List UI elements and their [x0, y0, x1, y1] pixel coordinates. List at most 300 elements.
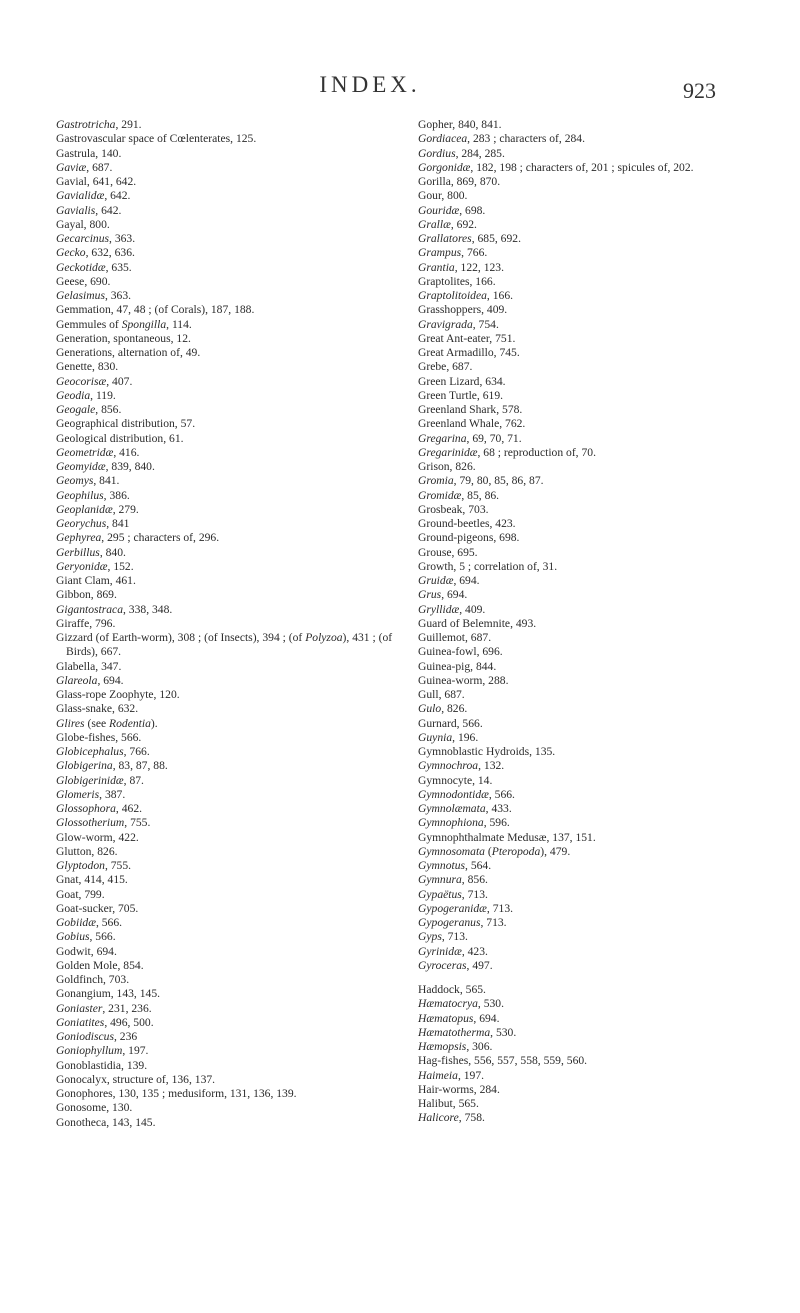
index-term-italic: Goniodiscus	[56, 1030, 114, 1043]
index-term-italic: Gorgonidæ	[418, 160, 471, 174]
index-text: , 363.	[109, 232, 136, 245]
index-term-italic: Geoplanidæ	[56, 502, 113, 516]
index-entry	[56, 1030, 396, 1044]
index-entry	[56, 1016, 396, 1030]
index-entry	[418, 460, 778, 474]
index-entry	[418, 560, 778, 574]
index-entry	[56, 603, 396, 617]
index-term-italic: Grus	[418, 588, 442, 602]
index-text: , 152.	[107, 559, 134, 573]
index-text: , 423.	[461, 944, 488, 958]
index-entry	[56, 204, 396, 218]
index-term-italic: Gyrinidæ	[418, 944, 462, 958]
index-entry	[56, 959, 396, 973]
index-entry	[56, 132, 396, 146]
index-text: , 197.	[457, 1068, 485, 1082]
index-text: , 231, 236.	[102, 1001, 152, 1015]
index-entry	[56, 816, 396, 830]
index-term-italic: Glomeris	[56, 787, 100, 801]
index-text: ), 431 ; (of Birds), 667.	[66, 631, 393, 659]
index-term-italic: Gymnotus	[418, 859, 466, 872]
index-text: , 755.	[104, 859, 132, 872]
index-term-italic: Gypogeranidæ	[418, 901, 487, 915]
index-entry	[56, 332, 396, 346]
index-entry	[418, 631, 778, 645]
index-text: , 69, 70, 71.	[466, 431, 522, 445]
index-text: , 564.	[465, 859, 492, 872]
index-entry	[56, 446, 396, 460]
running-title: INDEX.	[319, 72, 421, 97]
index-text: , 694.	[473, 1011, 500, 1025]
index-text: Great Ant-eater, 751.	[418, 331, 516, 345]
index-term-italic: Gruidæ	[418, 574, 454, 587]
index-term-italic: Globigerina	[56, 759, 113, 773]
index-term-italic: Gymnolæmata	[418, 802, 486, 815]
index-text: Gurnard, 566.	[418, 716, 483, 730]
index-text: , 409.	[459, 602, 486, 616]
index-entry	[418, 916, 778, 930]
index-term-italic: Gerbillus	[56, 545, 100, 559]
index-entry	[418, 517, 778, 531]
index-entry	[418, 759, 778, 773]
index-text: , 596.	[483, 816, 510, 830]
index-text: , 283 ; characters of, 284.	[467, 132, 585, 146]
index-entry	[56, 1073, 396, 1087]
index-text: , 85, 86.	[461, 488, 500, 502]
index-text: , 566.	[488, 787, 515, 801]
index-text: , 530.	[490, 1025, 517, 1039]
index-text: Gymnocyte, 14.	[418, 773, 493, 787]
index-text: Gonoblastidia, 139.	[56, 1058, 148, 1072]
index-text: Gizzard (of Earth-worm), 308 ; (of Insects), 394 ; (of	[56, 631, 306, 644]
index-text: , 698.	[459, 203, 486, 217]
index-text: Gnat, 414, 415.	[56, 873, 128, 887]
index-text: Gonophores, 130, 135 ; medusiform, 131, 136, 139.	[56, 1087, 297, 1100]
index-entry	[418, 603, 778, 617]
index-text: , 685, 692.	[471, 232, 521, 245]
index-term-italic: Gouridæ	[418, 203, 460, 217]
index-entry	[418, 503, 778, 517]
index-entry	[418, 574, 778, 588]
index-entry	[418, 403, 778, 417]
index-entry	[56, 930, 396, 944]
index-entry	[56, 660, 396, 674]
index-text: , 236	[113, 1030, 138, 1043]
index-text: , 713.	[441, 930, 468, 944]
index-entry	[56, 389, 396, 403]
index-entry	[56, 831, 396, 845]
index-term-italic: Polyzoa	[305, 631, 343, 644]
index-text: , 840.	[99, 545, 126, 559]
index-entry	[418, 474, 778, 488]
index-term-italic: Gromidæ	[418, 488, 462, 502]
index-text: ).	[150, 716, 158, 730]
index-text: Gastrula, 140.	[56, 146, 122, 160]
index-entry	[418, 645, 778, 659]
index-entry	[56, 1044, 396, 1058]
index-term-italic: Georychus	[56, 517, 107, 530]
index-text: , 687.	[86, 160, 113, 174]
index-term-italic: Grallæ	[418, 217, 451, 231]
index-text: , 132.	[478, 759, 505, 773]
index-entry	[56, 261, 396, 275]
index-text: Guinea-fowl, 696.	[418, 645, 503, 659]
index-term-italic: Gymnochroa	[418, 759, 479, 773]
index-text: Gour, 800.	[418, 189, 468, 203]
index-entry	[418, 375, 778, 389]
index-term-italic: Gryllidæ	[418, 602, 460, 616]
index-term-italic: Spongilla	[121, 317, 167, 331]
index-entry	[56, 474, 396, 488]
index-entry	[56, 674, 396, 688]
index-text: , 754.	[472, 317, 499, 331]
index-entry	[418, 1097, 778, 1111]
index-entry	[418, 346, 778, 360]
index-entry	[418, 417, 778, 431]
index-term-italic: Hæmatopus	[418, 1011, 474, 1025]
index-entry	[418, 983, 778, 997]
index-text: Genette, 830.	[56, 360, 119, 374]
index-text: Gonotheca, 143, 145.	[56, 1115, 156, 1129]
index-text: Gemmation, 47, 48 ; (of Corals), 187, 188.	[56, 303, 255, 317]
index-term-italic: Glossophora	[56, 802, 116, 815]
index-text: , 692.	[450, 217, 477, 231]
index-text: , 433.	[485, 802, 512, 815]
index-entry	[418, 275, 778, 289]
index-term-italic: Pteropoda	[491, 844, 541, 858]
index-text: ), 479.	[540, 844, 571, 858]
index-term-italic: Gigantostraca	[56, 602, 123, 616]
index-entry	[56, 888, 396, 902]
index-entry	[418, 546, 778, 560]
index-text: , 713.	[480, 916, 507, 929]
index-entry	[56, 1087, 396, 1101]
index-text: (	[484, 844, 492, 858]
index-term-italic: Grantia	[418, 260, 455, 274]
index-entry	[56, 987, 396, 1001]
index-entry	[418, 930, 778, 944]
index-entry	[418, 859, 778, 873]
index-term-italic: Glossotherium	[56, 816, 125, 830]
index-text: , 279.	[112, 502, 139, 516]
index-entry	[418, 617, 778, 631]
index-entry	[418, 432, 778, 446]
index-text: Greenland Whale, 762.	[418, 417, 526, 431]
index-term-italic: Geogale	[56, 403, 96, 416]
index-entry	[56, 289, 396, 303]
index-text: Gavial, 641, 642.	[56, 175, 137, 188]
index-term-italic: Gobius	[56, 930, 90, 944]
index-text: Grosbeak, 703.	[418, 502, 489, 516]
index-text: , 497.	[466, 958, 493, 972]
index-text: , 197.	[122, 1044, 149, 1058]
index-entry	[56, 617, 396, 631]
index-text: , 694.	[97, 673, 124, 687]
index-text: Gastrovascular space of Cœlenterates, 125.	[56, 132, 257, 146]
index-text: , 407.	[106, 374, 133, 388]
index-term-italic: Gregarina	[418, 431, 467, 445]
index-entry	[418, 997, 778, 1011]
index-text: , 363.	[104, 289, 132, 302]
index-text: , 694.	[453, 574, 480, 587]
index-entry	[56, 774, 396, 788]
index-text: Gymnophthalmate Medusæ, 137, 151.	[418, 830, 596, 844]
index-entry	[56, 717, 396, 731]
index-text: Halibut, 565.	[418, 1097, 479, 1110]
index-text: , 496, 500.	[104, 1015, 154, 1029]
index-entry	[418, 204, 778, 218]
index-text: Glass-snake, 632.	[56, 702, 139, 716]
index-entry	[56, 688, 396, 702]
index-text: Goldfinch, 703.	[56, 973, 130, 986]
index-term-italic: Gyps	[418, 930, 442, 944]
index-entry	[56, 161, 396, 175]
index-term-italic: Gymnosomata	[418, 844, 485, 858]
index-term-italic: Gecarcinus	[56, 232, 110, 245]
index-text: , 166.	[486, 289, 514, 302]
index-text: Golden Mole, 854.	[56, 958, 144, 972]
index-term-italic: Goniatites	[56, 1015, 105, 1029]
index-term-italic: Glareola	[56, 673, 98, 687]
index-entry	[56, 1101, 396, 1115]
index-entry	[418, 1040, 778, 1054]
index-entry	[56, 560, 396, 574]
index-term-italic: Geodia	[56, 388, 91, 402]
index-term-italic: Geocorisæ	[56, 374, 107, 388]
index-text: , 284, 285.	[455, 146, 505, 160]
index-text: , 841.	[93, 474, 120, 488]
index-text: Graptolites, 166.	[418, 274, 496, 288]
index-entry	[418, 261, 778, 275]
index-entry	[56, 432, 396, 446]
index-term-italic: Geomys	[56, 474, 94, 488]
index-entry	[56, 945, 396, 959]
index-entry	[418, 118, 778, 132]
index-text: , 826.	[441, 702, 468, 716]
index-entry	[56, 1116, 396, 1130]
page-header	[0, 72, 800, 112]
index-text: Gonangium, 143, 145.	[56, 987, 161, 1001]
index-entry	[418, 674, 778, 688]
index-entry	[56, 745, 396, 759]
index-text: Guillemot, 687.	[418, 631, 492, 644]
index-term-italic: Gecko	[56, 246, 86, 260]
index-text: , 462.	[115, 802, 143, 815]
index-entry	[418, 246, 778, 260]
index-entry	[418, 232, 778, 246]
index-term-italic: Gravigrada	[418, 317, 473, 331]
index-text: Gopher, 840, 841.	[418, 118, 502, 131]
index-term-italic: Goniophyllum	[56, 1044, 123, 1058]
index-text: Great Armadillo, 745.	[418, 346, 520, 359]
index-text: , 79, 80, 85, 86, 87.	[453, 474, 544, 488]
index-text: Grasshoppers, 409.	[418, 303, 508, 317]
index-term-italic: Gelasimus	[56, 289, 105, 302]
index-text: Grebe, 687.	[418, 360, 473, 374]
index-column-right	[418, 118, 778, 1126]
index-text: Glabella, 347.	[56, 659, 122, 673]
index-text: Growth, 5 ; correlation of, 31.	[418, 559, 558, 573]
index-text: , 766.	[123, 745, 150, 758]
index-entry	[418, 945, 778, 959]
index-text: Generation, spontaneous, 12.	[56, 331, 191, 345]
index-term-italic: Gavialidæ	[56, 189, 105, 203]
index-entry	[56, 503, 396, 517]
index-text: Giant Clam, 461.	[56, 574, 136, 587]
index-entry	[418, 1083, 778, 1097]
index-text: Glass-rope Zoophyte, 120.	[56, 688, 180, 701]
index-text: Gonosome, 130.	[56, 1101, 133, 1115]
index-entry	[56, 275, 396, 289]
index-entry	[56, 218, 396, 232]
index-text: Globe-fishes, 566.	[56, 730, 142, 744]
index-text: Geese, 690.	[56, 274, 111, 288]
index-entry	[56, 873, 396, 887]
index-text: Guinea-pig, 844.	[418, 659, 497, 673]
index-entry	[418, 1054, 778, 1068]
index-text: , 87.	[123, 773, 144, 787]
index-entry	[56, 859, 396, 873]
index-entry	[418, 588, 778, 602]
index-entry	[56, 973, 396, 987]
index-entry	[418, 902, 778, 916]
index-text: Geological distribution, 61.	[56, 431, 184, 445]
index-text: Gemmules of	[56, 317, 122, 331]
index-entry	[56, 546, 396, 560]
index-entry	[56, 246, 396, 260]
index-entry	[56, 1059, 396, 1073]
index-text: Guinea-worm, 288.	[418, 673, 509, 687]
index-entry	[418, 731, 778, 745]
page-number: 923	[683, 78, 716, 103]
index-text: Glow-worm, 422.	[56, 830, 139, 844]
index-entry	[56, 802, 396, 816]
index-entry	[56, 318, 396, 332]
index-text: Glutton, 826.	[56, 844, 118, 858]
index-entry	[418, 161, 778, 175]
index-entry	[418, 289, 778, 303]
index-term-italic: Gregarinidæ	[418, 445, 478, 459]
index-entry	[56, 702, 396, 716]
index-entry	[56, 147, 396, 161]
index-term-italic: Geomyidæ	[56, 460, 106, 473]
index-text: , 766.	[461, 246, 488, 260]
index-entry	[418, 702, 778, 716]
index-entry	[418, 717, 778, 731]
index-entry	[418, 660, 778, 674]
index-text: Green Lizard, 634.	[418, 374, 506, 388]
index-entry	[418, 802, 778, 816]
index-text: , 182, 198 ; characters of, 201 ; spicules of, 202.	[470, 160, 694, 174]
index-text: , 694.	[441, 588, 468, 602]
index-text: , 635.	[105, 260, 132, 274]
index-entry	[56, 303, 396, 317]
index-term-italic: Geryonidæ	[56, 559, 108, 573]
index-text: Goat, 799.	[56, 887, 105, 901]
index-text: , 755.	[124, 816, 151, 830]
index-text: (see	[84, 716, 110, 730]
index-text: Gibbon, 869.	[56, 588, 117, 602]
index-term-italic: Grallatores	[418, 232, 472, 245]
index-text: , 632, 636.	[85, 246, 135, 260]
index-text: Grouse, 695.	[418, 545, 478, 559]
index-entry	[418, 959, 778, 973]
index-text: , 119.	[90, 388, 116, 402]
index-term-italic: Globicephalus	[56, 745, 124, 758]
index-entry	[418, 888, 778, 902]
index-term-italic: Geophilus	[56, 488, 104, 502]
index-entry	[56, 118, 396, 132]
index-term-italic: Globigerinidæ	[56, 773, 124, 787]
index-entry	[56, 631, 396, 660]
index-text: , 856.	[95, 403, 122, 416]
index-text: , 387.	[99, 787, 126, 801]
index-entry	[56, 574, 396, 588]
index-entry	[56, 460, 396, 474]
index-text: , 306.	[466, 1040, 493, 1053]
index-term-italic: Glyptodon	[56, 859, 105, 872]
index-text: Gonocalyx, structure of, 136, 137.	[56, 1072, 216, 1086]
index-text: , 856.	[461, 873, 488, 887]
index-text: , 386.	[103, 488, 130, 502]
index-entry	[418, 489, 778, 503]
index-entry	[418, 816, 778, 830]
index-text: Gorilla, 869, 870.	[418, 175, 501, 188]
index-text: , 713.	[486, 901, 514, 915]
index-entry	[56, 916, 396, 930]
index-text: Giraffe, 796.	[56, 616, 116, 630]
index-entry	[418, 1012, 778, 1026]
index-entry	[56, 517, 396, 531]
index-term-italic: Gobiidæ	[56, 916, 96, 929]
index-term-italic: Gypogeranus	[418, 916, 481, 929]
index-term-italic: Gordiacea	[418, 132, 468, 146]
index-text: Goat-sucker, 705.	[56, 901, 139, 915]
index-text: , 642.	[95, 203, 122, 217]
index-entry	[418, 745, 778, 759]
index-entry	[56, 189, 396, 203]
index-term-italic: Gromia	[418, 474, 454, 488]
index-entry	[418, 303, 778, 317]
index-text: Ground-pigeons, 698.	[418, 531, 520, 545]
index-entry	[56, 788, 396, 802]
index-text: Greenland Shark, 578.	[418, 403, 523, 416]
index-entry	[418, 147, 778, 161]
index-text: , 416.	[113, 445, 140, 459]
index-entry	[418, 189, 778, 203]
index-text: Hair-worms, 284.	[418, 1082, 500, 1096]
index-term-italic: Gavialis	[56, 203, 96, 217]
index-entry	[418, 175, 778, 189]
index-entry	[56, 731, 396, 745]
index-text: , 122, 123.	[454, 260, 504, 274]
index-entry	[418, 845, 778, 859]
index-term-italic: Goniaster	[56, 1001, 103, 1015]
index-entry	[418, 1069, 778, 1083]
index-term-italic: Gypaëtus	[418, 887, 462, 901]
index-text: , 713.	[461, 887, 488, 901]
index-entry	[418, 1111, 778, 1125]
index-text: , 841	[106, 517, 130, 530]
index-term-italic: Hæmopsis	[418, 1040, 467, 1053]
index-text: , 642.	[104, 189, 131, 203]
index-text: , 114.	[166, 317, 192, 331]
index-entry	[56, 759, 396, 773]
index-column-left	[56, 118, 396, 1130]
index-term-italic: Gordius	[418, 146, 456, 160]
index-entry	[418, 774, 778, 788]
index-entry	[418, 873, 778, 887]
